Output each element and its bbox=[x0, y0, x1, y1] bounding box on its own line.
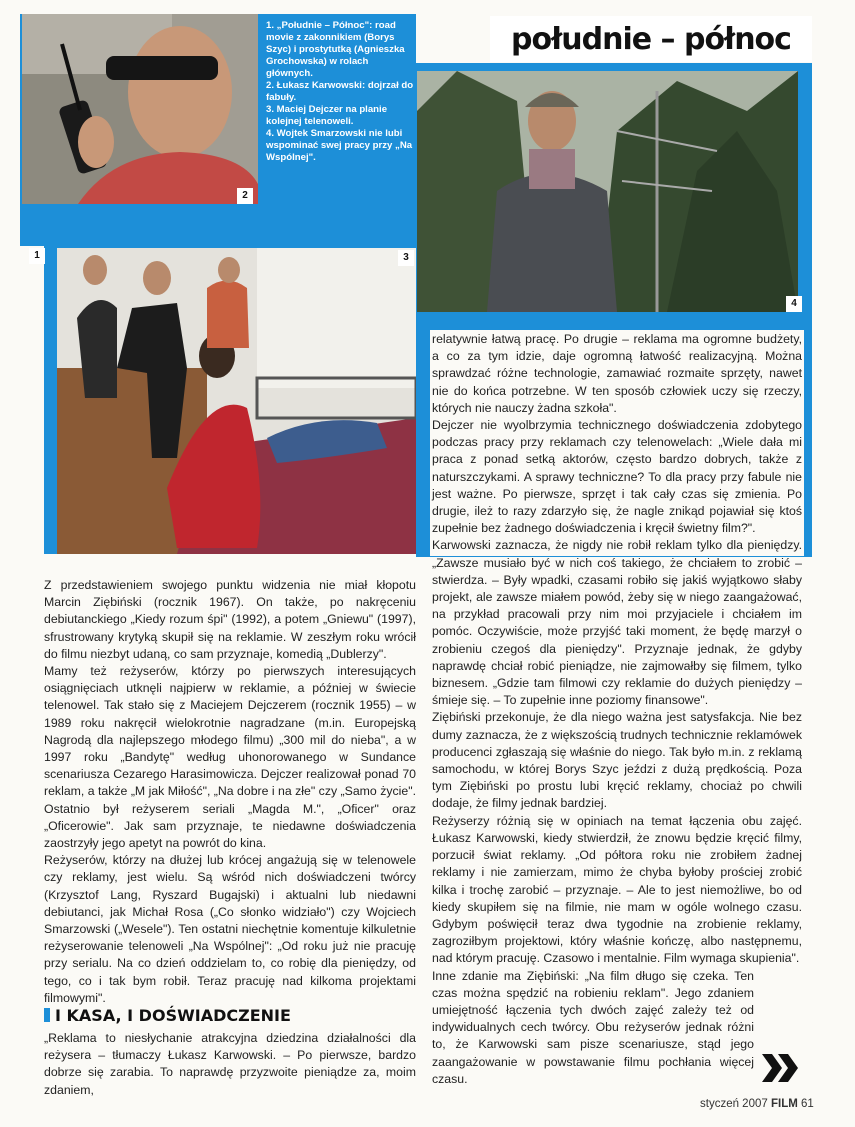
left-column bbox=[44, 577, 416, 1007]
left-paragraph-3: Reżyserów, którzy na dłużej lub krócej angażują się w telenowele czy reklamy, jest wielu. Są wśród nich doświadczeni twórcy (Krzysztof Lang, Ryszard Bugajski) i aktualni lub niedawni debiutanci, jak Michał Rosa („Co słonko widziało") czy Wojciech Smarzowski („Wesele"). Ten ostatni niechętnie komentuje kilkuletnie reżyserowanie telenoweli „Na Wspólnej": „Od roku już nie pracuję przy serialu. Na co dzień oddzielam to, co robię dla pieniędzy, od tego, co i tak bym robił. Teraz pracuję nad kilkoma projektami filmowymi". bbox=[44, 853, 416, 1005]
photo-karwowski bbox=[22, 14, 258, 204]
right-paragraph-1: relatywnie łatwą pracę. Po drugie – reklama ma ogromne budżety, a co za tym idzie, daje ogromną łatwość realizacyjną. Można sprawdzać różne technologie, zamawiać rozmaite sprzęty, nawet nie do końca potrzebne. W ten sposób człowiek uczy się rzeczy, których nie nauczy żadna szkoła". bbox=[432, 332, 802, 415]
footer-issue: styczeń 2007 bbox=[700, 1098, 768, 1110]
right-paragraph-3: Karwowski zaznacza, że nigdy nie robił reklam tylko dla pieniędzy. „Zawsze musiało być w nich coś takiego, że chciałem to zrobić – stwierdza. – Były wpadki, czasami robiło się jakiś wyjątkowo słaby projekt, ale zawsze miałem powód, żeby się w niego zaangażować, na przykład pracowali przy nim moi przyjaciele i chciałem im pomóc. Oczywiście, może przyjść taki moment, że będę marzył o zrobieniu czegoś dla pieniędzy". Przyznaje jednak, że gdyby naprawdę chciał robić pieniądze, nie zajmowałby się filmem, tylko biznesem. „Gdzie tam filmowi czy reklamie do dużych pieniędzy – śmieje się. – To zupełnie inne poziomy finansowe". bbox=[432, 538, 802, 708]
photo-number-1: 1 bbox=[29, 248, 45, 264]
caption-3: 3. Maciej Dejczer na planie kolejnej telenoweli. bbox=[266, 104, 388, 127]
left-paragraph-2: Mamy też reżyserów, którzy po pierwszych interesujących osiągnięciach utknęli najpierw w reklamie, a później w świecie telenowel. Tak stało się z Maciejem Dejczerem (rocznik 1955) – w 1989 roku nakręcił wielokrotnie nagradzane (m.in. Europejską Nagrodą dla najlepszego młodego filmu) „300 mil do nieba", a w 1997 roku „Bandytę" według uhonorowanego w Sundance scenariusza Cezarego Harasimowicza. Dejczer realizował ponad 70 reklam, a także „M jak Miłość", „Na dobre i na złe" czy „Samo życie". Ostatnio był reżyserem seriali „Magda M.", „Oficer" oraz „Oficerowie". Jak sam przyznaje, te niedawne doświadczenia zaostrzyły jego apetyt na powrót do kina. bbox=[44, 664, 416, 851]
continue-chevron-icon bbox=[762, 1054, 800, 1087]
left-paragraph-1: Z przedstawieniem swojego punktu widzenia nie miał kłopotu Marcin Ziębiński (rocznik 1967). On także, po nakręceniu debiutanckiego „Kiedy rozum śpi" (1992), a potem „Gniewu" (1997), sfrustrowany krytyką skupił się na reklamie. W zeszłym roku wrócił do filmu niezbyt udaną, co sam przyznaje, komedią „Dublerzy". bbox=[44, 578, 416, 661]
left-column-after bbox=[44, 1030, 416, 1099]
footer-magazine: FILM bbox=[770, 1098, 798, 1110]
photo-number-4: 4 bbox=[786, 296, 802, 312]
section-heading-text: I KASA, I DOŚWIADCZENIE bbox=[55, 1006, 291, 1025]
photo-number-3: 3 bbox=[398, 250, 414, 266]
photo-captions bbox=[266, 20, 414, 164]
heading-bar bbox=[44, 1008, 50, 1022]
right-paragraph-6: Inne zdanie ma Ziębiński: „Na film długo się czeka. Ten czas można spędzić na robieniu reklam". Jego zdaniem umiejętność łączenia tych dwóch zajęć zależy też od indywidualnych cech twórcy. Obu reżyserów jednak różni to, że Karwowski sam pisze scenariusze, stąd jego zaangażowanie w powstawanie filmu pochłania więcej czasu. bbox=[432, 968, 754, 1086]
article-title: południe – północ bbox=[511, 21, 791, 57]
left-paragraph-4: „Reklama to niesłychanie atrakcyjna dziedzina działalności dla reżysera – tłumaczy Łukasz Karwowski. – Po pierwsze, bardzo dobrze się zarabia. To naprawdę przyzwoite pieniądze za, moim zdaniem, bbox=[44, 1031, 416, 1097]
photo-dejczer-set bbox=[57, 248, 416, 554]
page-footer bbox=[700, 1098, 814, 1110]
right-paragraph-2: Dejczer nie wyolbrzymia technicznego doświadczenia zdobytego podczas pracy przy reklamach czy telenowelach: „Wiele dała mi praca z ponad setką aktorów, często bardzo dobrych, także z naturszczykami. A sprawy techniczne? To dla pracy przy fabule nie jest ważne. Po pierwsze, sprzęt i tak cały czas się zmienia. Po drugie, ileż to razy zdarzyło się, że nagle znikąd pojawiał się ktoś zupełnie bez żadnego doświadczenia i kręcił świetny film?". bbox=[432, 418, 802, 536]
article-title-box bbox=[490, 16, 812, 62]
caption-4: 4. Wojtek Smarzowski nie lubi wspominać swej pracy przy „Na Wspólnej". bbox=[266, 128, 413, 163]
right-paragraph-4: Ziębiński przekonuje, że dla niego ważna jest satysfakcja. Nie bez dumy zaznacza, że z większością trudnych technicznie reklamówek producenci zgłaszają się właśnie do niego. Tak było m.in. z reklamą samochodu, w której Borys Szyc jeździ z dużą prędkością. Poza tym Ziębiński po prostu lubi kręcić reklamy, chociaż po chwili dodaje, że filmy jednak bardziej. bbox=[432, 710, 802, 811]
photo-smarzowski bbox=[417, 71, 798, 312]
section-heading bbox=[44, 1006, 424, 1025]
footer-page-number: 61 bbox=[801, 1098, 814, 1110]
photo-number-2: 2 bbox=[237, 188, 253, 204]
caption-2: 2. Łukasz Karwowski: dojrzał do fabuły. bbox=[266, 80, 414, 103]
caption-1: 1. „Południe – Północ": road movie z zakonnikiem (Borys Szyc) i prostytutką (Agnieszka Grochowska) w rolach głównych. bbox=[266, 20, 405, 79]
right-paragraph-5: Reżyserzy różnią się w opiniach na temat łączenia obu zajęć. Łukasz Karwowski, kiedy stwierdził, że znowu będzie kręcić filmy, porzucił świat reklamy. „Od półtora roku nie zrobiłem żadnej reklamy i nie zamierzam, mimo że chyba byłoby prościej zrobić kilka i trochę zarobić – przyznaje. – Ale to jest niemożliwe, bo od kiedy skupiłem się na filmie, nie mam w ogóle wolnego czasu. Gdybym poświęcił teraz dwa tygodnie na zrobienie reklamy, zagroziłbym projektowi, który właśnie kończę, albo następnemu, nad którym pracuję. Czasowo i mentalnie. Film wymaga skupienia". bbox=[432, 813, 802, 966]
right-column bbox=[432, 331, 802, 1088]
